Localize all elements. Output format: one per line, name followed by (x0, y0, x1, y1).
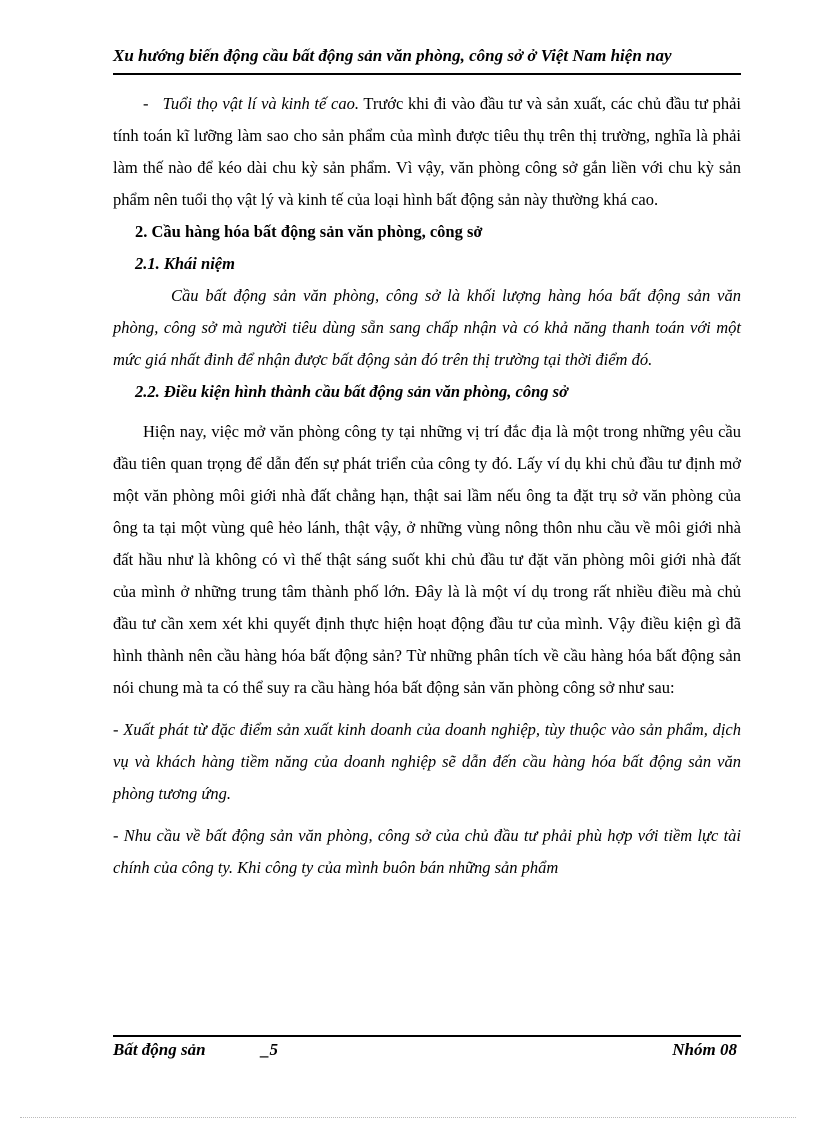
dash-text: Trước khi đi vào đầu tư và sản xuất, các chủ đầu tư phải tính toán kĩ lưỡng làm sao cho sản phẩm của mình được tiêu thụ trên thị trường, nghĩa là phải làm thế nào để kéo dài chu kỳ sản phẩm. Vì vậy, văn phòng công sở gắn liền với chu kỳ sản phẩm nên tuổi thọ vật lý và kinh tế của loại hình bất động sản này thường khá cao. (113, 94, 742, 209)
bullet-paragraph-1: - Xuất phát từ đặc điểm sản xuất kinh doanh của doanh nghiệp, tùy thuộc vào sản phẩm, dịch vụ và khách hàng tiềm năng của doanh nghiệp sẽ dẫn đến cầu hàng hóa bất động sản văn phòng tương ứng. (113, 720, 741, 803)
page-bottom-dotted-rule (20, 1117, 796, 1118)
footer-rule (113, 1035, 741, 1037)
bullet-paragraph-2: - Nhu cầu về bất động sản văn phòng, công sở của chủ đầu tư phải phù hợp với tiềm lực tài chính của công ty. Khi công ty của mình buôn bán những sản phẩm (113, 826, 741, 877)
concept-paragraph: Cầu bất động sản văn phòng, công sở là khối lượng hàng hóa bất động sản văn phòng, công sở mà người tiêu dùng sẵn sang chấp nhận và có khả năng thanh toán với một mức giá nhất đinh để nhận được bất động sản đó trên thị trường tại thời điểm đó. (113, 286, 741, 369)
section-heading-2: 2. Cầu hàng hóa bất động sản văn phòng, công sở (135, 222, 483, 241)
dash-marker: - (143, 94, 149, 113)
footer-page-number: _5 (261, 1040, 278, 1059)
footer-group: Nhóm 08 (672, 1040, 737, 1059)
page-body (113, 88, 741, 884)
running-header-title: Xu hướng biến động cầu bất động sản văn phòng, công sở ở Việt Nam hiện nay (113, 46, 672, 65)
main-paragraph: Hiện nay, việc mở văn phòng công ty tại những vị trí đắc địa là một trong những yêu cầu đầu tiên quan trọng để dẫn đến sự phát triển của công ty đó. Lấy ví dụ khi chủ đầu tư định mở một văn phòng môi giới nhà đất chẳng hạn, thật sai lầm nếu ông ta đặt trụ sở văn phòng của ông ta tại một vùng quê hẻo lánh, thật vậy, ở những vùng nông thôn nhu cầu về môi giới nhà đất hầu như là không có vì thế thật sáng suốt khi chủ đầu tư đặt văn phòng môi giới nhà đất của mình ở những trung tâm thành phố lớn. Đây là là một ví dụ trong rất nhiều điều mà chủ đầu tư cần xem xét khi quyết định thực hiện hoạt động đầu tư của mình. Vậy điều kiện gì đã hình thành nên cầu hàng hóa bất động sản? Từ những phân tích về cầu hàng hóa bất động sản nói chung mà ta có thể suy ra cầu hàng hóa bất động sản văn phòng công sở như sau: (113, 422, 741, 697)
dash-paragraph (113, 88, 741, 216)
section-heading-2-2: 2.2. Điều kiện hình thành cầu bất động sản văn phòng, công sở (135, 382, 568, 401)
dash-italic-lead: Tuổi thọ vật lí và kinh tế cao. (162, 94, 359, 113)
header-rule (113, 73, 741, 75)
footer-subject: Bất động sản (113, 1040, 206, 1059)
section-heading-2-1: 2.1. Khái niệm (135, 254, 235, 273)
